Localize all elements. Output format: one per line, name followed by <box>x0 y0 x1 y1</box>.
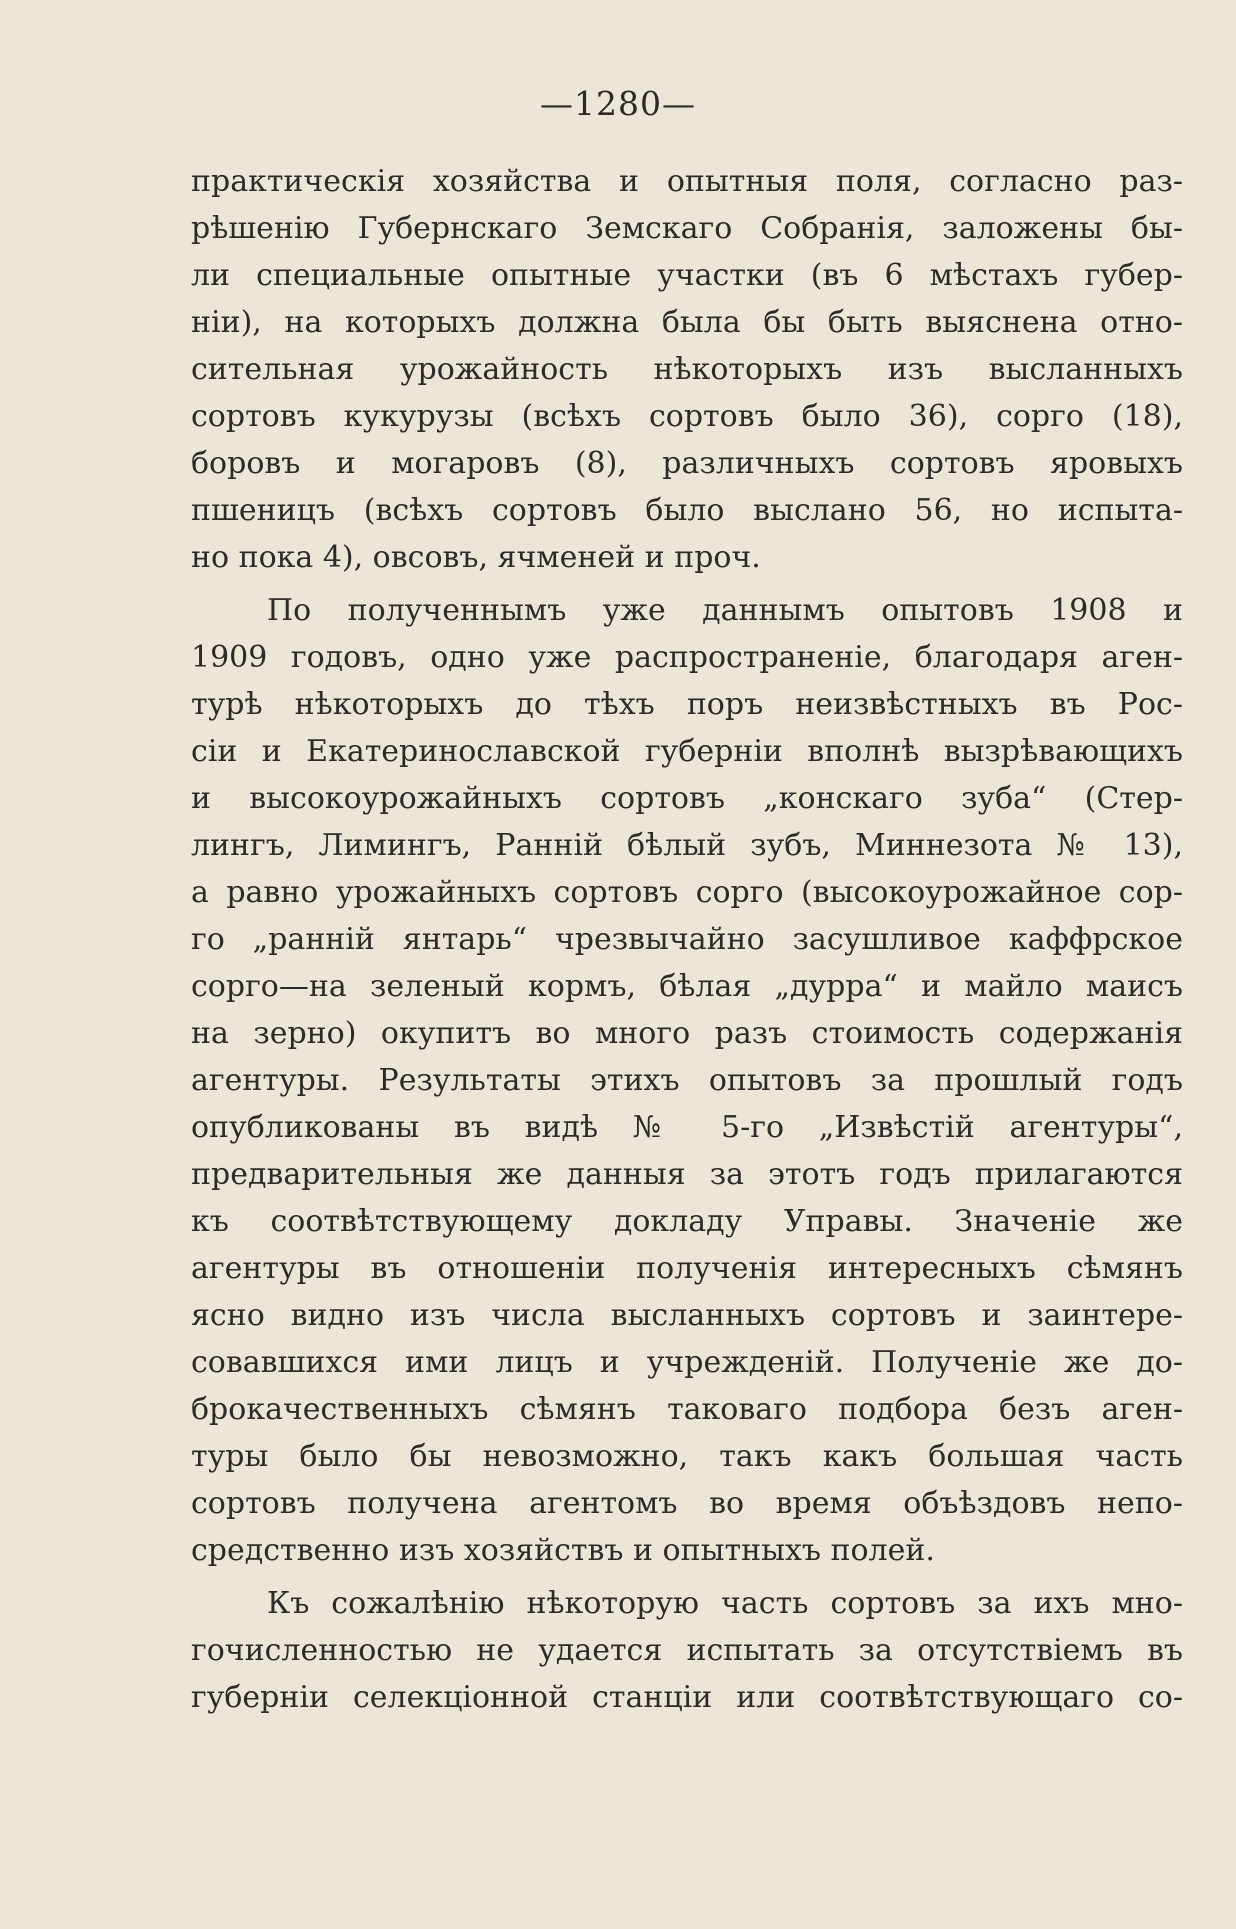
text-line: но пока 4), овсовъ, ячменей и проч. <box>191 540 761 575</box>
text-line: сортовъ получена агентомъ во время объѣздовъ непо- <box>191 1486 1183 1521</box>
text-line: опубликованы въ видѣ № 5-го „Извѣстій агентуры“, <box>191 1110 1183 1145</box>
text-line: а равно урожайныхъ сортовъ сорго (высокоурожайное сор- <box>191 875 1183 910</box>
text-line: губерніи селекціонной станціи или соотвѣтствующаго со- <box>191 1680 1183 1715</box>
text-line: агентуры въ отношеніи полученія интересныхъ сѣмянъ <box>191 1251 1183 1286</box>
text-line: предварительныя же данныя за этотъ годъ прилагаются <box>191 1157 1183 1192</box>
text-line: туры было бы невозможно, такъ какъ большая часть <box>191 1439 1183 1474</box>
page-number: —1280— <box>540 84 696 123</box>
text-line: ніи), на которыхъ должна была бы быть выяснена отно- <box>191 305 1183 340</box>
text-line: турѣ нѣкоторыхъ до тѣхъ поръ неизвѣстныхъ въ Рос- <box>191 687 1183 722</box>
text-line: го „ранній янтарь“ чрезвычайно засушливое каффрское <box>191 922 1183 957</box>
text-line: и высокоурожайныхъ сортовъ „конскаго зуба“ (Стер- <box>191 781 1183 816</box>
text-line: практическія хозяйства и опытныя поля, согласно раз- <box>191 164 1183 199</box>
text-line: на зерно) окупитъ во много разъ стоимость содержанія <box>191 1016 1183 1051</box>
text-line: совавшихся ими лицъ и учрежденій. Полученіе же до- <box>191 1345 1183 1380</box>
text-line: гочисленностью не удается испытать за отсутствіемъ въ <box>191 1633 1183 1668</box>
text-line: средственно изъ хозяйствъ и опытныхъ полей. <box>191 1533 935 1568</box>
text-line: По полученнымъ уже даннымъ опытовъ 1908 и <box>267 593 1183 628</box>
text-line: сорго—на зеленый кормъ, бѣлая „дурра“ и майло маисъ <box>191 969 1183 1004</box>
text-line: боровъ и могаровъ (8), различныхъ сортовъ яровыхъ <box>191 446 1183 481</box>
text-line: ясно видно изъ числа высланныхъ сортовъ и заинтере- <box>191 1298 1183 1333</box>
text-line: 1909 годовъ, одно уже распространеніе, благодаря аген- <box>191 640 1183 675</box>
text-line: ли специальные опытные участки (въ 6 мѣстахъ губер- <box>191 258 1183 293</box>
paragraph-3 <box>191 1580 1183 1721</box>
body-text <box>191 158 1183 1721</box>
text-line: къ соотвѣтствующему докладу Управы. Значеніе же <box>191 1204 1183 1239</box>
text-line: агентуры. Результаты этихъ опытовъ за прошлый годъ <box>191 1063 1183 1098</box>
text-line: сительная урожайность нѣкоторыхъ изъ высланныхъ <box>191 352 1183 387</box>
text-line: сіи и Екатеринославской губерніи вполнѣ вызрѣвающихъ <box>191 734 1183 769</box>
text-line: пшеницъ (всѣхъ сортовъ было выслано 56, но испыта- <box>191 493 1183 528</box>
text-line: лингъ, Лимингъ, Ранній бѣлый зубъ, Миннезота № 13), <box>191 828 1183 863</box>
text-line: Къ сожалѣнію нѣкоторую часть сортовъ за ихъ мно- <box>267 1586 1183 1621</box>
paragraph-2 <box>191 587 1183 1574</box>
text-line: брокачественныхъ сѣмянъ таковаго подбора безъ аген- <box>191 1392 1183 1427</box>
text-line: сортовъ кукурузы (всѣхъ сортовъ было 36), сорго (18), <box>191 399 1183 434</box>
paragraph-1 <box>191 158 1183 581</box>
text-line: рѣшенію Губернскаго Земскаго Собранія, заложены бы- <box>191 211 1183 246</box>
